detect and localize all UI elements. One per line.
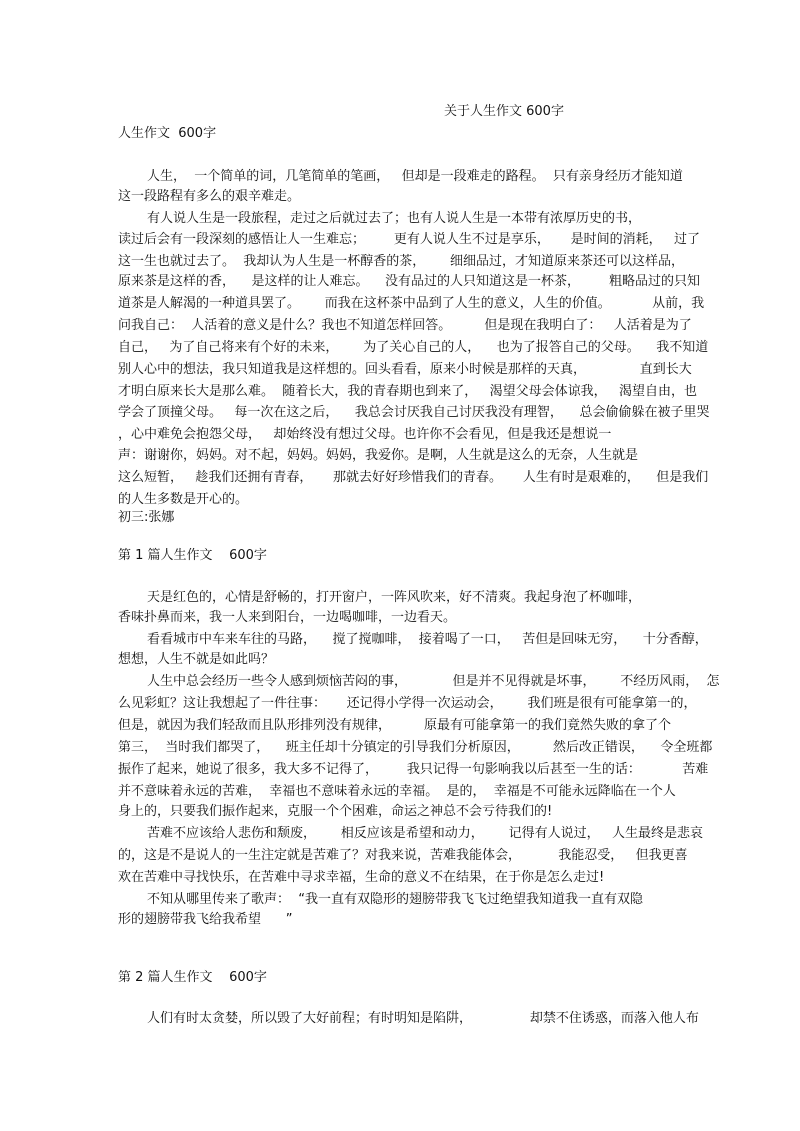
text-line: 振作了起来，她说了很多，我大多不记得了， 我只记得一句影响我以后甚至一生的话： 苦难 [118,762,709,777]
text-line: 天是红色的，心情是舒畅的，打开窗户，一阵风吹来，好不清爽。我起身泡了杯咖啡， [147,590,642,605]
text-line: 想想，人生不就是如此吗？ [118,652,275,667]
text-line: 原来茶是这样的香， 是这样的让人难忘。 没有品过的人只知道这是一杯茶， 粗略品过的只知 [118,274,700,289]
text-line: 才明白原来长大是那么难。 随着长大，我的青春期也到来了， 渴望父母会体谅我， 渴望自由，也 [118,384,698,399]
document-title: 关于人生作文 600字 [444,104,564,119]
text-line: ，心中难免会抱怨父母， 却始终没有想过父母。也许你不会看见，但是我还是想说一 [118,427,612,442]
author-line: 初三:张娜 [118,510,175,525]
text-line: 道茶是人解渴的一种道具罢了。 而我在这杯茶中品到了人生的意义，人生的价值。 从前，我 [118,296,705,311]
text-line: 声：谢谢你，妈妈。对不起，妈妈。妈妈，我爱你。是啊，人生就是这么的无奈，人生就是 [118,448,639,463]
text-line: 第三， 当时我们都哭了， 班主任却十分镇定的引导我们分析原因， 然后改正错误， 令全班都 [118,740,713,755]
text-line: 看看城市中车来车往的马路， 搅了搅咖啡， 接着喝了一口， 苦但是回味无穷， 十分香醇， [147,632,708,647]
text-line: 欢在苦难中寻找快乐，在苦难中寻求幸福，生命的意义不在结果，在于你是怎么走过! [118,870,605,885]
text-line: 读过后会有一段深刻的感悟让人一生难忘； 更有人说人生不过是享乐， 是时间的消耗， 过了 [118,232,700,247]
text-line: 苦难不应该给人悲伤和颓废， 相反应该是希望和动力， 记得有人说过， 人生最终是悲哀 [147,826,703,841]
text-line: 问我自己： 人活着的意义是什么？我也不知道怎样回答。 但是现在我明白了： 人活着是为了 [118,318,692,333]
text-line: 这么短暂， 趁我们还拥有青春， 那就去好好珍惜我们的青春。 人生有时是艰难的， 但是我们 [118,470,709,485]
text-line: 的，这是不是说人的一生注定就是苦难了？对我来说，苦难我能体会， 我能忍受， 但我更喜 [118,848,688,863]
text-line: 香味扑鼻而来，我一人来到阳台，一边喝咖啡，一边看天。 [118,610,457,625]
text-line: 么见彩虹？这让我想起了一件往事： 还记得小学得一次运动会， 我们班是很有可能拿第一的， [118,696,697,711]
text-line: 有人说人生是一段旅程，走过之后就过去了；也有人说人生是一本带有浓厚历史的书， [147,211,642,226]
text-line: 自己， 为了自己将来有个好的未来， 为了关心自己的人， 也为了报答自己的父母。 我不知道 [118,340,709,355]
text-line: 身上的，只要我们振作起来，克服一个个困难，命运之神总不会亏待我们的! [118,804,553,819]
section-heading: 第 1 篇人生作文 600字 [118,548,267,563]
text-line: 但是，就因为我们轻敌而且队形排列没有规律， 原最有可能拿第一的我们竟然失败的拿了个 [118,718,672,733]
text-line: 学会了顶撞父母。 每一次在这之后， 我总会讨厌我自己讨厌我没有理智， 总会偷偷躲在被子里哭 [118,405,710,420]
text-line: 形的翅膀带我飞给我希望 ” [118,912,293,927]
text-line: 这一生也就过去了。 我却认为人生是一杯醇香的茶， 细细品过，才知道原来茶还可以这样品， [118,254,685,269]
text-line: 人们有时太贪婪，所以毁了大好前程；有时明知是陷阱， 却禁不住诱惑，而落入他人布 [147,1011,699,1026]
essay-label: 人生作文 600字 [118,126,217,141]
text-line: 别人心中的想法，我只知道我是这样想的。回头看看，原来小时候是那样的天真， 直到长大 [118,362,692,377]
text-line: 这一段路程有多么的艰辛难走。 [118,189,301,204]
text-line: 的人生多数是开心的。 [118,492,249,507]
text-line: 并不意味着永远的苦难， 幸福也不意味着永远的幸福。 是的， 幸福是不可能永远降临在一个人 [118,784,676,799]
text-line: 不知从哪里传来了歌声： “我一直有双隐形的翅膀带我飞飞过绝望我知道我一直有双隐 [147,892,644,907]
text-line: 人生， 一个简单的词，几笔简单的笔画， 但却是一段难走的路程。 只有亲身经历才能知道 [147,169,683,184]
text-line: 人生中总会经历一些令人感到烦恼苦闷的事， 但是并不见得就是坏事， 不经历风雨， 怎 [147,674,720,689]
section-heading: 第 2 篇人生作文 600字 [118,970,267,985]
